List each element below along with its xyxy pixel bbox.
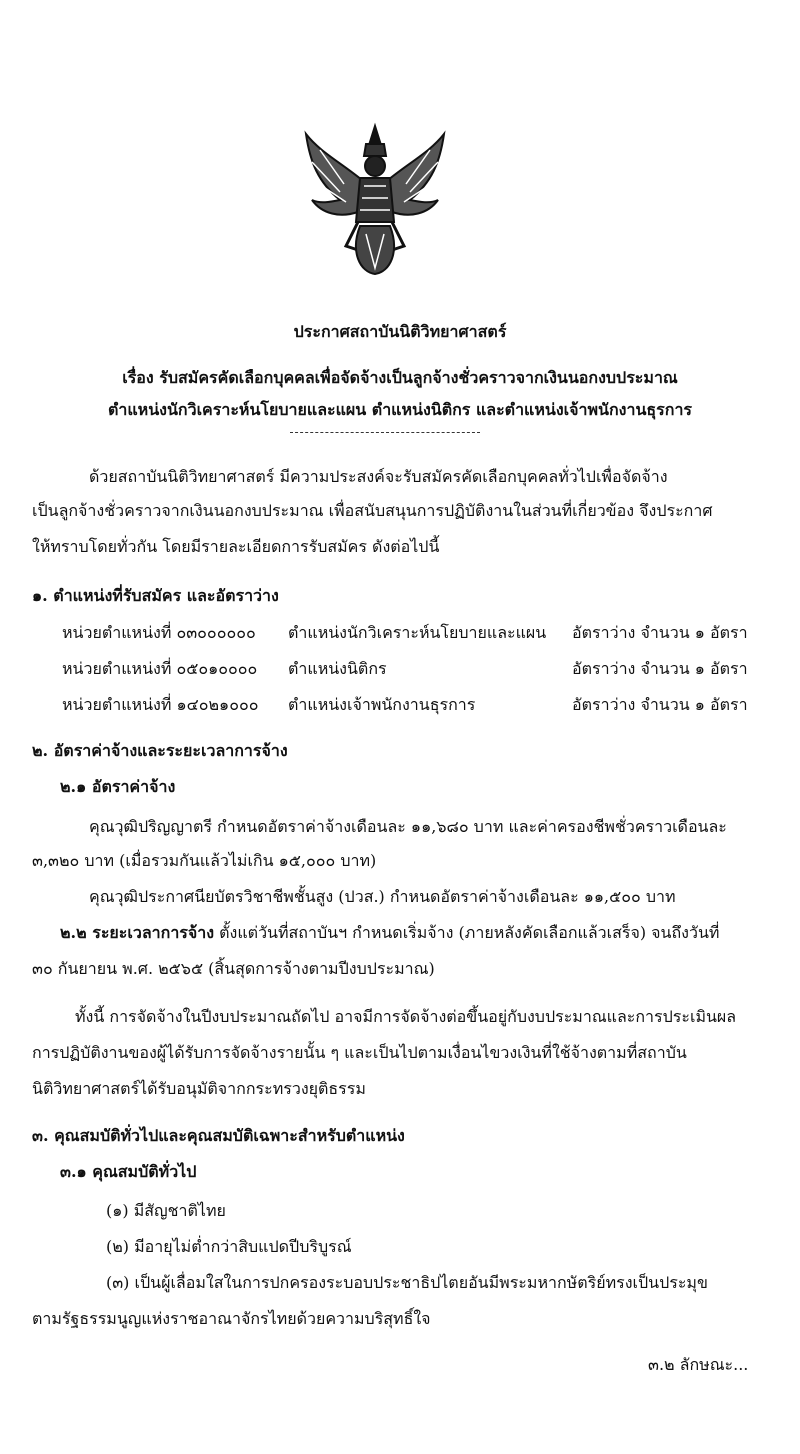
qualification-item-3-line-1: (๓) เป็นผู้เลื่อมใสในการปกครองระบอบประชาธิปไตยอันมีพระมหากษัตริย์ทรงเป็นประมุข xyxy=(106,1273,708,1292)
qualification-item-3-line-2: ตามรัฐธรรมนูญแห่งราชอาณาจักรไทยด้วยความบริสุทธิ์ใจ xyxy=(32,1309,431,1328)
subject-line-1: เรื่อง รับสมัครคัดเลือกบุคคลเพื่อจัดจ้างเป็นลูกจ้างชั่วคราวจากเงินนอกงบประมาณ xyxy=(122,368,678,387)
announcement-title: ประกาศสถาบันนิติวิทยาศาสตร์ xyxy=(293,322,507,341)
position-title: ตำแหน่งนิติกร xyxy=(288,659,387,678)
note-line-1: ทั้งนี้ การจัดจ้างในปีงบประมาณถัดไป อาจมีการจัดจ้างต่อขึ้นอยู่กับงบประมาณและการประเมินผล xyxy=(75,1007,737,1026)
note-line-3: นิติวิทยาศาสตร์ได้รับอนุมัติจากกระทรวงยุติธรรม xyxy=(32,1079,366,1098)
subject-line-2: ตำแหน่งนักวิเคราะห์นโยบายและแผน ตำแหน่งนิติกร และตำแหน่งเจ้าพนักงานธุรการ xyxy=(107,400,693,419)
position-title: ตำแหน่งนักวิเคราะห์นโยบายและแผน xyxy=(288,623,547,642)
continuation-marker: ๓.๒ ลักษณะ... xyxy=(648,1355,749,1374)
intro-line-1: ด้วยสถาบันนิติวิทยาศาสตร์ มีความประสงค์จะรับสมัครคัดเลือกบุคคลทั่วไปเพื่อจัดจ้าง xyxy=(89,467,668,486)
intro-line-3: ให้ทราบโดยทั่วกัน โดยมีรายละเอียดการรับสมัคร ดังต่อไปนี้ xyxy=(32,537,440,556)
position-vacancy: อัตราว่าง จำนวน ๑ อัตรา xyxy=(572,659,748,678)
position-row xyxy=(62,693,762,717)
position-row xyxy=(62,657,762,681)
employment-period-line-2: ๓๐ กันยายน พ.ศ. ๒๕๖๕ (สิ้นสุดการจ้างตามปีงบประมาณ) xyxy=(32,959,435,978)
employment-period-line-1 xyxy=(60,921,719,946)
section-2-2-heading: ๒.๒ ระยะเวลาการจ้าง xyxy=(60,923,215,942)
qualification-item-1: (๑) มีสัญชาติไทย xyxy=(106,1201,226,1220)
note-line-2: การปฏิบัติงานของผู้ได้รับการจัดจ้างรายนั้น ๆ และเป็นไปตามเงื่อนไขวงเงินที่ใช้จ้างตามที่สถาบัน xyxy=(32,1043,687,1062)
title-separator xyxy=(290,432,480,433)
position-vacancy: อัตราว่าง จำนวน ๑ อัตรา xyxy=(572,623,748,642)
section-1-heading: ๑. ตำแหน่งที่รับสมัคร และอัตราว่าง xyxy=(32,586,279,605)
position-title: ตำแหน่งเจ้าพนักงานธุรการ xyxy=(288,695,476,714)
section-2-heading: ๒. อัตราค่าจ้างและระยะเวลาการจ้าง xyxy=(32,741,288,760)
position-vacancy: อัตราว่าง จำนวน ๑ อัตรา xyxy=(572,695,748,714)
section-2-1-heading: ๒.๑ อัตราค่าจ้าง xyxy=(60,777,176,796)
garuda-emblem-icon xyxy=(300,122,450,277)
wage-line-3: คุณวุฒิประกาศนียบัตรวิชาชีพชั้นสูง (ปวส.) กำหนดอัตราค่าจ้างเดือนละ ๑๑,๕๐๐ บาท xyxy=(89,887,676,906)
employment-period-text: ตั้งแต่วันที่สถาบันฯ กำหนดเริ่มจ้าง (ภายหลังคัดเลือกแล้วเสร็จ) จนถึงวันที่ xyxy=(214,923,720,942)
position-row xyxy=(62,621,762,645)
position-code: หน่วยตำแหน่งที่ ๐๓๐๐๐๐๐๐ xyxy=(62,623,256,642)
wage-line-2: ๓,๓๒๐ บาท (เมื่อรวมกันแล้วไม่เกิน ๑๕,๐๐๐ บาท) xyxy=(32,851,377,870)
position-code: หน่วยตำแหน่งที่ ๑๔๐๒๑๐๐๐ xyxy=(62,695,259,714)
qualification-item-2: (๒) มีอายุไม่ต่ำกว่าสิบแปดปีบริบูรณ์ xyxy=(106,1237,352,1256)
section-3-heading: ๓. คุณสมบัติทั่วไปและคุณสมบัติเฉพาะสำหรับตำแหน่ง xyxy=(32,1126,405,1145)
section-3-1-heading: ๓.๑ คุณสมบัติทั่วไป xyxy=(60,1162,197,1181)
wage-line-1: คุณวุฒิปริญญาตรี กำหนดอัตราค่าจ้างเดือนละ ๑๑,๖๘๐ บาท และค่าครองชีพชั่วคราวเดือนละ xyxy=(89,817,727,836)
intro-line-2: เป็นลูกจ้างชั่วคราวจากเงินนอกงบประมาณ เพื่อสนับสนุนการปฏิบัติงานในส่วนที่เกี่ยวข้อง จึงประกาศ xyxy=(32,501,713,520)
position-code: หน่วยตำแหน่งที่ ๐๕๐๑๐๐๐๐ xyxy=(62,659,258,678)
